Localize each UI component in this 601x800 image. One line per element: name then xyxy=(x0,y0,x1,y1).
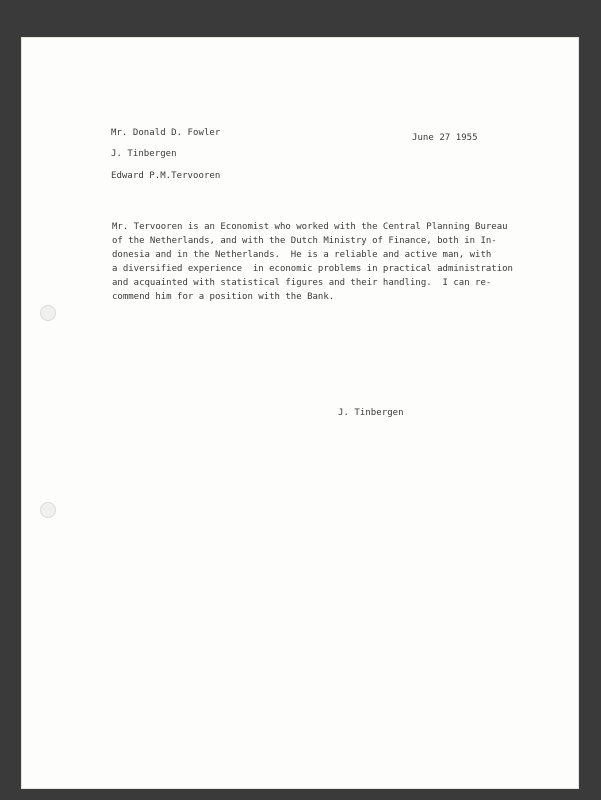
punch-hole-top xyxy=(40,305,56,321)
body-line-2: of the Netherlands, and with the Dutch Ministry of Finance, both in In- xyxy=(112,236,497,246)
recipient-line: Mr. Donald D. Fowler xyxy=(111,128,221,138)
paper-sheet xyxy=(22,38,578,788)
signature-line: J. Tinbergen xyxy=(338,408,404,418)
body-line-5: and acquainted with statistical figures and their handling. I can re- xyxy=(112,278,492,288)
letter-date: June 27 1955 xyxy=(412,133,478,143)
sender-line: J. Tinbergen xyxy=(111,149,177,159)
body-line-4: a diversified experience in economic problems in practical administration xyxy=(112,264,513,274)
punch-hole-bottom xyxy=(40,502,56,518)
subject-line: Edward P.M.Tervooren xyxy=(111,171,221,181)
body-line-3: donesia and in the Netherlands. He is a reliable and active man, with xyxy=(112,250,492,260)
body-line-6: commend him for a position with the Bank. xyxy=(112,292,335,302)
body-line-1: Mr. Tervooren is an Economist who worked with the Central Planning Bureau xyxy=(112,222,508,232)
